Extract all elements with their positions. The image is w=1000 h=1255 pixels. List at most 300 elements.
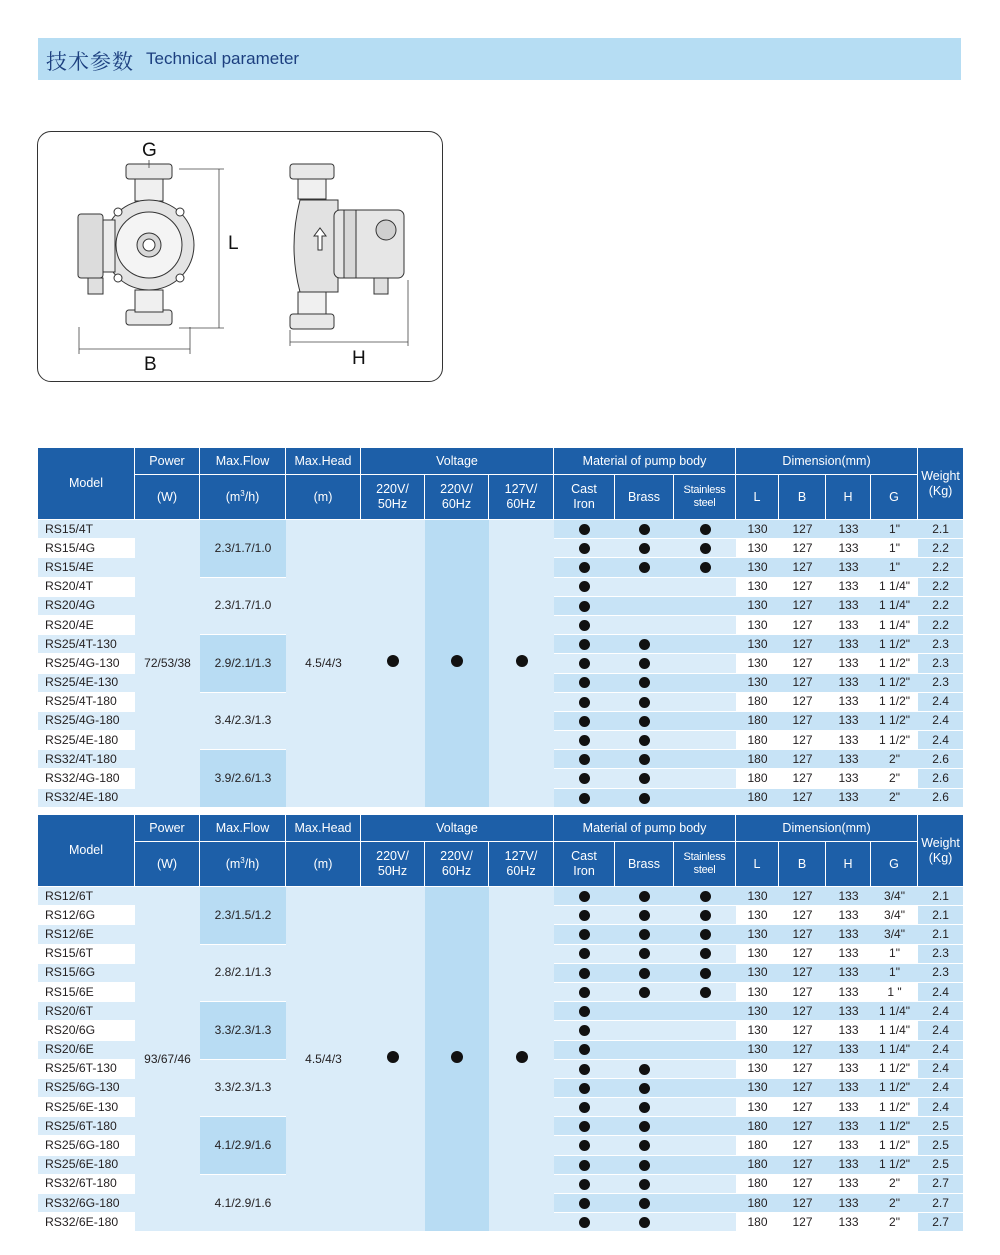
dim-b-cell: 127: [779, 983, 826, 1002]
dim-b-cell: 127: [779, 750, 826, 769]
dim-g-cell: 1 1/4": [871, 578, 918, 597]
model-cell: RS15/4E: [38, 558, 135, 577]
cast-iron-cell: [554, 1079, 615, 1098]
weight-cell: 2.2: [918, 539, 963, 558]
col-header-brass: [615, 842, 674, 887]
brass-cell: [615, 769, 674, 788]
bullet-icon: [639, 697, 650, 708]
cast-iron-cell: [554, 616, 615, 635]
col-header-head-unit: [286, 475, 361, 520]
voltage-v1-cell: [361, 887, 425, 1232]
dimension-label: Dimension(mm): [782, 453, 871, 468]
dim-label-h: H: [352, 348, 366, 369]
brass-label: Brass: [628, 856, 660, 871]
model-cell: RS25/6T-180: [38, 1117, 135, 1136]
model-cell: RS32/6T-180: [38, 1175, 135, 1194]
col-header-material: [554, 815, 736, 842]
weight-cell: 2.4: [918, 693, 963, 712]
dim-g-cell: 1 1/2": [871, 1060, 918, 1079]
cast-iron-cell: [554, 597, 615, 616]
stainless-cell: [674, 906, 736, 925]
brass-cell: [615, 887, 674, 906]
model-cell: RS20/6E: [38, 1041, 135, 1060]
brass-cell: [615, 750, 674, 769]
col-header-voltage: [361, 815, 554, 842]
cast-iron-cell: [554, 693, 615, 712]
col-header-b: [779, 475, 826, 520]
dim-l-cell: 130: [736, 983, 779, 1002]
v1-line1: 220V/: [376, 482, 409, 496]
dim-g-cell: 2": [871, 1194, 918, 1213]
dim-g-cell: 1": [871, 539, 918, 558]
weight-cell: 2.4: [918, 983, 963, 1002]
dim-l-cell: 130: [736, 578, 779, 597]
stainless-cell: [674, 520, 736, 539]
brass-cell: [615, 712, 674, 731]
dim-b-cell: 127: [779, 597, 826, 616]
dim-g-cell: 1 1/2": [871, 1098, 918, 1117]
col-header-cast-iron: [554, 475, 615, 520]
dim-b-cell: 127: [779, 964, 826, 983]
model-cell: RS25/6E-130: [38, 1098, 135, 1117]
brass-cell: [615, 654, 674, 673]
bullet-icon: [579, 620, 590, 631]
cast-iron-cell: [554, 983, 615, 1002]
brass-cell: [615, 1175, 674, 1194]
bullet-icon: [700, 987, 711, 998]
col-header-stainless: [674, 842, 736, 887]
bullet-icon: [451, 655, 463, 667]
dim-h-cell: 133: [826, 1156, 871, 1175]
model-cell: RS15/6E: [38, 983, 135, 1002]
dim-b-cell: 127: [779, 1021, 826, 1040]
dim-b-cell: 127: [779, 789, 826, 808]
col-header-head: [286, 448, 361, 475]
dim-h-cell: 133: [826, 945, 871, 964]
cast-line1: Cast: [571, 482, 597, 496]
dim-b-cell: 127: [779, 945, 826, 964]
stainless-cell: [674, 712, 736, 731]
bullet-icon: [579, 1198, 590, 1209]
dim-l-cell: 130: [736, 1079, 779, 1098]
stainless-cell: [674, 945, 736, 964]
bullet-icon: [639, 716, 650, 727]
dim-h-cell: 133: [826, 597, 871, 616]
dim-g-cell: 3/4": [871, 925, 918, 944]
col-header-model: [38, 815, 135, 887]
dim-g-label: G: [889, 489, 899, 504]
power-label: Power: [149, 820, 185, 835]
bullet-icon: [639, 1198, 650, 1209]
weight-cell: 2.1: [918, 925, 963, 944]
cast-iron-cell: [554, 769, 615, 788]
stainless-line2: steel: [693, 497, 716, 509]
dim-g-cell: 1 1/2": [871, 1079, 918, 1098]
stainless-cell: [674, 1213, 736, 1232]
dim-h-cell: 133: [826, 578, 871, 597]
col-header-v1: [361, 842, 425, 887]
dim-l-cell: 130: [736, 597, 779, 616]
bullet-icon: [451, 1051, 463, 1063]
col-header-model: [38, 448, 135, 520]
dim-h-cell: 133: [826, 925, 871, 944]
model-cell: RS15/4G: [38, 539, 135, 558]
voltage-v1-cell: [361, 520, 425, 808]
weight-label: Weight: [921, 835, 960, 850]
stainless-cell: [674, 750, 736, 769]
dim-b-cell: 127: [779, 539, 826, 558]
dim-g-cell: 2": [871, 1213, 918, 1232]
flow-unit-pre: (m: [225, 489, 241, 504]
weight-cell: 2.6: [918, 750, 963, 769]
col-header-g: [871, 842, 918, 887]
stainless-cell: [674, 1175, 736, 1194]
stainless-cell: [674, 1060, 736, 1079]
bullet-icon: [579, 1160, 590, 1171]
dim-b-cell: 127: [779, 674, 826, 693]
col-header-g: [871, 475, 918, 520]
model-cell: RS32/6E-180: [38, 1213, 135, 1232]
dim-h-cell: 133: [826, 1060, 871, 1079]
dim-g-cell: 1 1/2": [871, 635, 918, 654]
bullet-icon: [579, 1121, 590, 1132]
flow-cell: 4.1/2.9/1.6: [200, 1117, 286, 1175]
dim-l-cell: 130: [736, 1098, 779, 1117]
dim-g-cell: 1 1/2": [871, 674, 918, 693]
model-cell: RS20/6T: [38, 1002, 135, 1021]
cast-iron-cell: [554, 945, 615, 964]
col-header-v3: [489, 842, 554, 887]
dim-b-cell: 127: [779, 1079, 826, 1098]
cast-iron-cell: [554, 635, 615, 654]
dim-label-g: G: [142, 140, 157, 161]
table-row: [38, 520, 963, 539]
v1-line1: 220V/: [376, 849, 409, 863]
col-header-head-unit: [286, 842, 361, 887]
flow-unit-pre: (m: [225, 856, 241, 871]
stainless-cell: [674, 1002, 736, 1021]
flow-cell: 3.9/2.6/1.3: [200, 750, 286, 808]
v2-line2: 60Hz: [441, 864, 472, 878]
head-unit: (m): [313, 489, 333, 504]
stainless-cell: [674, 1041, 736, 1060]
bullet-icon: [579, 948, 590, 959]
weight-cell: 2.5: [918, 1156, 963, 1175]
weight-unit: (Kg): [928, 850, 953, 865]
stainless-cell: [674, 578, 736, 597]
stainless-cell: [674, 1136, 736, 1155]
cast-iron-cell: [554, 674, 615, 693]
dim-h-cell: 133: [826, 712, 871, 731]
col-header-v1: [361, 475, 425, 520]
dimension-label: Dimension(mm): [782, 820, 871, 835]
col-header-material: [554, 448, 736, 475]
weight-cell: 2.3: [918, 674, 963, 693]
stainless-cell: [674, 887, 736, 906]
bullet-icon: [579, 793, 590, 804]
dim-h-cell: 133: [826, 964, 871, 983]
col-header-v2: [425, 475, 489, 520]
dim-g-cell: 1 ": [871, 983, 918, 1002]
weight-cell: 2.1: [918, 520, 963, 539]
weight-cell: 2.7: [918, 1175, 963, 1194]
bullet-icon: [516, 655, 528, 667]
weight-label: Weight: [921, 468, 960, 483]
cast-iron-cell: [554, 1060, 615, 1079]
dim-label-l: L: [228, 233, 239, 254]
model-cell: RS12/6G: [38, 906, 135, 925]
brass-cell: [615, 925, 674, 944]
col-header-dimension: [736, 815, 918, 842]
bullet-icon: [579, 1064, 590, 1075]
brass-cell: [615, 906, 674, 925]
power-unit: (W): [156, 489, 178, 504]
voltage-v2-cell: [425, 887, 489, 1232]
dim-g-cell: 1 1/4": [871, 1002, 918, 1021]
dim-h-cell: 133: [826, 1021, 871, 1040]
v2-line1: 220V/: [440, 482, 473, 496]
bullet-icon: [387, 655, 399, 667]
bullet-icon: [579, 658, 590, 669]
stainless-cell: [674, 983, 736, 1002]
brass-cell: [615, 1194, 674, 1213]
stainless-cell: [674, 693, 736, 712]
dim-b-cell: 127: [779, 731, 826, 750]
col-header-dimension: [736, 448, 918, 475]
cast-iron-cell: [554, 1041, 615, 1060]
bullet-icon: [639, 754, 650, 765]
dim-h-cell: 133: [826, 539, 871, 558]
cast-iron-cell: [554, 1175, 615, 1194]
dim-h-cell: 133: [826, 1002, 871, 1021]
dim-h-cell: 133: [826, 693, 871, 712]
stainless-cell: [674, 769, 736, 788]
bullet-icon: [639, 773, 650, 784]
brass-cell: [615, 1098, 674, 1117]
weight-cell: 2.4: [918, 1060, 963, 1079]
flow-unit-post: /h): [244, 489, 260, 504]
col-header-stainless: [674, 475, 736, 520]
dim-g-label: G: [889, 856, 899, 871]
bullet-icon: [639, 1102, 650, 1113]
voltage-label: Voltage: [436, 820, 478, 835]
brass-cell: [615, 635, 674, 654]
col-header-power-unit: [135, 842, 200, 887]
cast-line2: Iron: [573, 864, 595, 878]
col-header-b: [779, 842, 826, 887]
dim-g-cell: 1 1/2": [871, 712, 918, 731]
col-header-flow: [200, 448, 286, 475]
dim-b-cell: 127: [779, 712, 826, 731]
bullet-icon: [639, 1064, 650, 1075]
model-cell: RS32/4E-180: [38, 789, 135, 808]
dim-l-cell: 180: [736, 1213, 779, 1232]
dim-h-label: H: [843, 856, 853, 871]
pump-dimension-diagram: [37, 131, 443, 382]
brass-label: Brass: [628, 489, 660, 504]
v2-line2: 60Hz: [441, 497, 472, 511]
bullet-icon: [579, 677, 590, 688]
bullet-icon: [579, 1025, 590, 1036]
bullet-icon: [579, 697, 590, 708]
dim-l-cell: 130: [736, 674, 779, 693]
dim-b-cell: 127: [779, 635, 826, 654]
dim-g-cell: 2": [871, 1175, 918, 1194]
dim-g-cell: 2": [871, 789, 918, 808]
weight-cell: 2.5: [918, 1117, 963, 1136]
dim-h-cell: 133: [826, 789, 871, 808]
dim-b-cell: 127: [779, 1002, 826, 1021]
dim-g-cell: 1": [871, 520, 918, 539]
dim-l-cell: 180: [736, 1136, 779, 1155]
bullet-icon: [700, 968, 711, 979]
spec-table-6-series: [38, 815, 963, 1232]
weight-cell: 2.3: [918, 635, 963, 654]
model-label: Model: [68, 843, 104, 857]
cast-iron-cell: [554, 1002, 615, 1021]
col-header-head: [286, 815, 361, 842]
bullet-icon: [700, 929, 711, 940]
dim-g-cell: 1": [871, 964, 918, 983]
v1-line2: 50Hz: [377, 864, 408, 878]
dim-l-cell: 180: [736, 1194, 779, 1213]
flow-cell: 2.9/2.1/1.3: [200, 635, 286, 693]
model-cell: RS25/4G-130: [38, 654, 135, 673]
cast-iron-cell: [554, 654, 615, 673]
dim-h-cell: 133: [826, 769, 871, 788]
weight-cell: 2.2: [918, 616, 963, 635]
dim-b-cell: 127: [779, 1213, 826, 1232]
cast-iron-cell: [554, 1117, 615, 1136]
bullet-icon: [639, 677, 650, 688]
section-title-cn: 技术参数: [46, 50, 134, 74]
brass-cell: [615, 1060, 674, 1079]
cast-iron-cell: [554, 789, 615, 808]
stainless-cell: [674, 731, 736, 750]
bullet-icon: [639, 735, 650, 746]
brass-cell: [615, 1156, 674, 1175]
weight-cell: 2.7: [918, 1194, 963, 1213]
weight-cell: 2.4: [918, 1098, 963, 1117]
dim-h-cell: 133: [826, 1194, 871, 1213]
section-title-en: Technical parameter: [146, 49, 300, 68]
bullet-icon: [700, 543, 711, 554]
bullet-icon: [700, 891, 711, 902]
cast-iron-cell: [554, 558, 615, 577]
dim-h-cell: 133: [826, 1041, 871, 1060]
weight-cell: 2.6: [918, 789, 963, 808]
cast-iron-cell: [554, 712, 615, 731]
dim-b-cell: 127: [779, 1098, 826, 1117]
dim-l-cell: 130: [736, 1060, 779, 1079]
flow-cell: 3.4/2.3/1.3: [200, 693, 286, 751]
bullet-icon: [579, 1044, 590, 1055]
brass-cell: [615, 674, 674, 693]
col-header-h: [826, 475, 871, 520]
brass-cell: [615, 1213, 674, 1232]
bullet-icon: [639, 1217, 650, 1228]
bullet-icon: [579, 987, 590, 998]
power-cell: 72/53/38: [135, 520, 200, 808]
dim-l-cell: 180: [736, 750, 779, 769]
col-header-l: [736, 842, 779, 887]
head-label: Max.Head: [294, 820, 352, 835]
model-cell: RS25/6E-180: [38, 1156, 135, 1175]
bullet-icon: [579, 891, 590, 902]
power-label: Power: [149, 453, 185, 468]
weight-cell: 2.2: [918, 558, 963, 577]
dim-g-cell: 1 1/2": [871, 1117, 918, 1136]
weight-cell: 2.4: [918, 1079, 963, 1098]
bullet-icon: [387, 1051, 399, 1063]
dim-h-cell: 133: [826, 616, 871, 635]
cast-iron-cell: [554, 1213, 615, 1232]
dim-g-cell: 1": [871, 945, 918, 964]
flow-cell: 3.3/2.3/1.3: [200, 1002, 286, 1060]
dim-b-cell: 127: [779, 616, 826, 635]
bullet-icon: [579, 581, 590, 592]
brass-cell: [615, 597, 674, 616]
dim-b-cell: 127: [779, 1041, 826, 1060]
weight-cell: 2.3: [918, 654, 963, 673]
dim-l-cell: 130: [736, 945, 779, 964]
weight-unit: (Kg): [928, 483, 953, 498]
model-cell: RS32/6G-180: [38, 1194, 135, 1213]
dim-g-cell: 1 1/4": [871, 597, 918, 616]
dim-label-b: B: [144, 354, 157, 375]
col-header-power: [135, 815, 200, 842]
brass-cell: [615, 1136, 674, 1155]
brass-cell: [615, 539, 674, 558]
brass-cell: [615, 1021, 674, 1040]
bullet-icon: [639, 1121, 650, 1132]
col-header-v2: [425, 842, 489, 887]
stainless-cell: [674, 1079, 736, 1098]
model-cell: RS25/4E-130: [38, 674, 135, 693]
dim-g-cell: 1 1/4": [871, 1041, 918, 1060]
cast-iron-cell: [554, 964, 615, 983]
dim-l-cell: 180: [736, 712, 779, 731]
voltage-v3-cell: [489, 887, 554, 1232]
weight-cell: 2.1: [918, 887, 963, 906]
bullet-icon: [579, 601, 590, 612]
dim-h-cell: 133: [826, 520, 871, 539]
model-cell: RS25/4T-180: [38, 693, 135, 712]
col-header-l: [736, 475, 779, 520]
flow-unit-post: /h): [244, 856, 260, 871]
bullet-icon: [639, 1160, 650, 1171]
col-header-h: [826, 842, 871, 887]
col-header-v3: [489, 475, 554, 520]
head-cell: 4.5/4/3: [286, 520, 361, 808]
weight-cell: 2.6: [918, 769, 963, 788]
weight-cell: 2.4: [918, 1021, 963, 1040]
dim-b-cell: 127: [779, 693, 826, 712]
dim-h-cell: 133: [826, 558, 871, 577]
cast-iron-cell: [554, 520, 615, 539]
dim-l-cell: 130: [736, 558, 779, 577]
bullet-icon: [579, 639, 590, 650]
voltage-v2-cell: [425, 520, 489, 808]
dim-b-label: B: [797, 856, 807, 871]
brass-cell: [615, 983, 674, 1002]
cast-iron-cell: [554, 1156, 615, 1175]
bullet-icon: [579, 773, 590, 784]
flow-label: Max.Flow: [215, 453, 270, 468]
dim-h-cell: 133: [826, 654, 871, 673]
bullet-icon: [639, 1140, 650, 1151]
brass-cell: [615, 1041, 674, 1060]
